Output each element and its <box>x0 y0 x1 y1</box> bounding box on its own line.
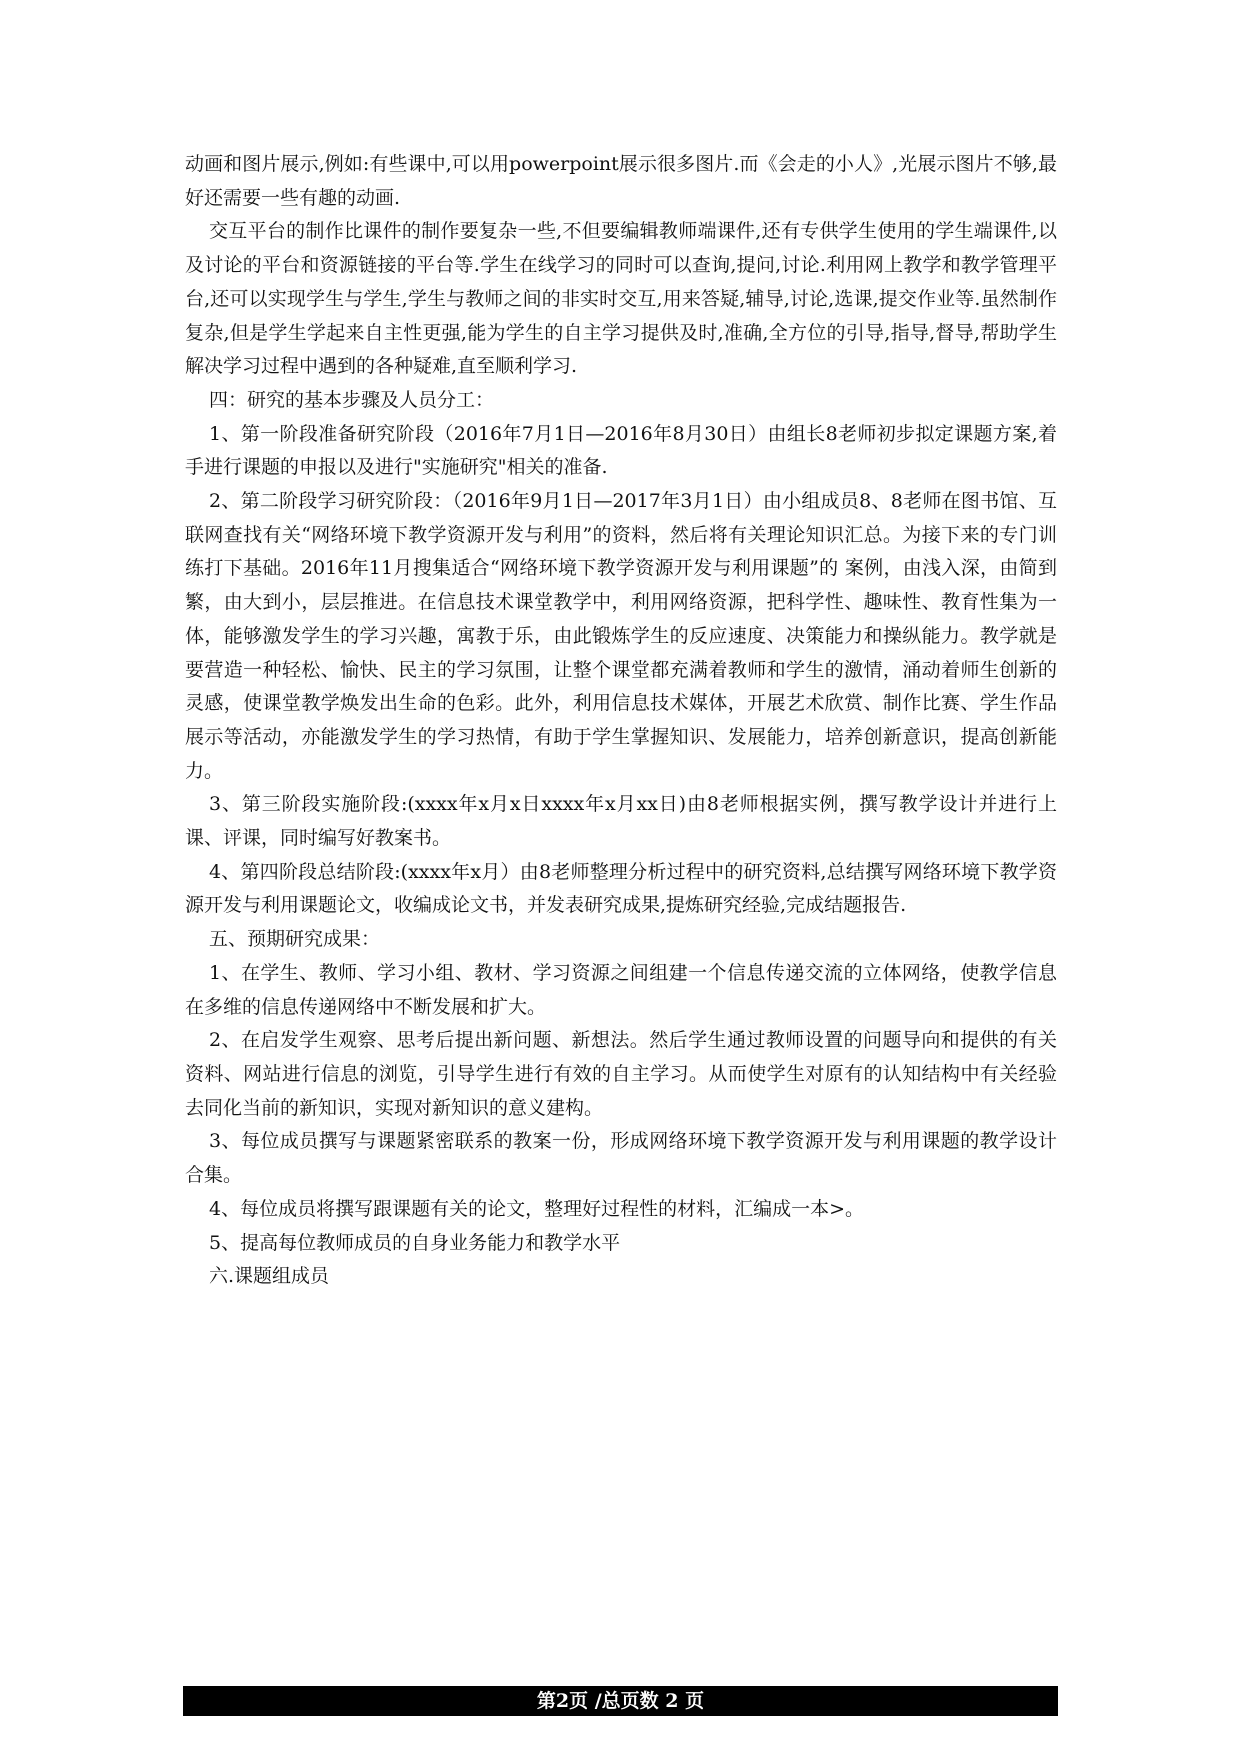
section-heading: 四：研究的基本步骤及人员分工： <box>209 388 495 411</box>
paragraph: 4、第四阶段总结阶段:(xxxx年x月）由8老师整理分析过程中的研究资料,总结撰写网络环境下教学资源开发与利用课题论文，收编成论文书，并发表研究成果,提炼研究经验,完成结题报告. <box>185 860 1057 917</box>
paragraph: 1、在学生、教师、学习小组、教材、学习资源之间组建一个信息传递交流的立体网络，使教学信息在多维的信息传递网络中不断发展和扩大。 <box>185 961 1057 1018</box>
paragraph: 2、第二阶段学习研究阶段：（2016年9月1日—2017年3月1日）由小组成员8、8老师在图书馆、互联网查找有关“网络环境下教学资源开发与利用”的资料，然后将有关理论知识汇总。为接下来的专门训练打下基础。2016年11月搜集适合“网络环境下教学资源开发与利用课题”的 案例，由浅入深，由简到繁，由大到小，层层推进。在信息技术课堂教学中，利用网络资源，把科学性、趣味性、教育性集为一体，能够激发学生的学习兴趣，寓教于乐，由此锻炼学生的反应速度、决策能力和操纵能力。教学就是要营造一种轻松、愉快、民主的学习氛围，让整个课堂都充满着教师和学生的激情，涌动着师生创新的灵感，使课堂教学焕发出生命的色彩。此外，利用信息技术媒体，开展艺术欣赏、制作比赛、学生作品展示等活动，亦能激发学生的学习热情，有助于学生掌握知识、发展能力，培养创新意识，提高创新能力。 <box>185 490 1057 782</box>
paragraph: 3、每位成员撰写与课题紧密联系的教案一份，形成网络环境下教学资源开发与利用课题的教学设计合集。 <box>185 1130 1057 1187</box>
paragraph: 交互平台的制作比课件的制作要复杂一些,不但要编辑教师端课件,还有专供学生使用的学生端课件,以及讨论的平台和资源链接的平台等.学生在线学习的同时可以查询,提问,讨论.利用网上教学和教学管理平台,还可以实现学生与学生,学生与教师之间的非实时交互,用来答疑,辅导,讨论,选课,提交作业等.虽然制作复杂,但是学生学起来自主性更强,能为学生的自主学习提供及时,准确,全方位的引导,指导,督导,帮助学生解决学习过程中遇到的各种疑难,直至顺利学习. <box>185 220 1057 378</box>
page-footer <box>183 1686 1058 1716</box>
paragraph: 3、第三阶段实施阶段:(xxxx年x月x日xxxx年x月xx日)由8老师根据实例，撰写教学设计并进行上课、评课，同时编写好教案书。 <box>185 793 1057 850</box>
page-number: 第2页 /总页数 2 页 <box>536 1690 705 1712</box>
section-heading: 六.课题组成员 <box>209 1265 330 1288</box>
document-body <box>185 148 1057 1294</box>
section-heading: 五、预期研究成果： <box>209 928 381 951</box>
paragraph: 动画和图片展示,例如:有些课中,可以用powerpoint展示很多图片.而《会走的小人》,光展示图片不够,最好还需要一些有趣的动画. <box>185 153 1057 209</box>
paragraph: 2、在启发学生观察、思考后提出新问题、新想法。然后学生通过教师设置的问题导向和提供的有关资料、网站进行信息的浏览，引导学生进行有效的自主学习。从而使学生对原有的认知结构中有关经验去同化当前的新知识，实现对新知识的意义建构。 <box>185 1029 1057 1119</box>
paragraph: 1、第一阶段准备研究阶段（2016年7月1日—2016年8月30日）由组长8老师初步拟定课题方案,着手进行课题的申报以及进行"实施研究"相关的准备. <box>185 422 1057 479</box>
paragraph: 5、提高每位教师成员的自身业务能力和教学水平 <box>209 1231 621 1254</box>
paragraph: 4、每位成员将撰写跟课题有关的论文，整理好过程性的材料，汇编成一本>。 <box>209 1197 865 1220</box>
